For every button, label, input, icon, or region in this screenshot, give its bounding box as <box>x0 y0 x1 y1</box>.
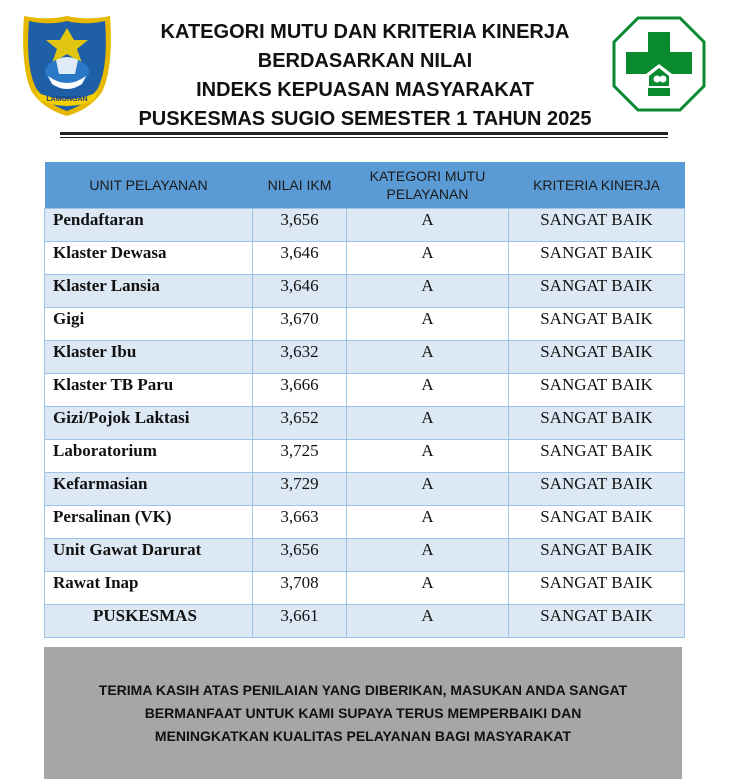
nilai-cell: 3,656 <box>253 539 347 572</box>
table-row <box>45 341 685 374</box>
unit-cell: Klaster Ibu <box>45 341 253 374</box>
nilai-cell: 3,656 <box>253 209 347 242</box>
ikm-table <box>44 162 685 638</box>
unit-cell: Klaster Dewasa <box>45 242 253 275</box>
table-row-total <box>45 605 685 638</box>
kategori-cell: A <box>347 341 509 374</box>
kategori-cell: A <box>347 473 509 506</box>
kriteria-cell: SANGAT BAIK <box>509 308 685 341</box>
kategori-cell: A <box>347 209 509 242</box>
kriteria-cell: SANGAT BAIK <box>509 539 685 572</box>
kategori-cell: A <box>347 275 509 308</box>
kriteria-cell: SANGAT BAIK <box>509 374 685 407</box>
nilai-cell: 3,646 <box>253 275 347 308</box>
nilai-cell: 3,663 <box>253 506 347 539</box>
kriteria-cell: SANGAT BAIK <box>509 506 685 539</box>
kategori-cell: A <box>347 605 509 638</box>
column-header-unit: UNIT PELAYANAN <box>45 162 253 209</box>
header-divider-thick <box>60 132 668 135</box>
unit-cell: Pendaftaran <box>45 209 253 242</box>
nilai-cell: 3,708 <box>253 572 347 605</box>
table-row <box>45 242 685 275</box>
kategori-cell: A <box>347 440 509 473</box>
nilai-cell: 3,670 <box>253 308 347 341</box>
unit-cell: Persalinan (VK) <box>45 506 253 539</box>
title-line-1: KATEGORI MUTU DAN KRITERIA KINERJA <box>160 21 570 43</box>
thank-you-message <box>63 679 663 748</box>
kriteria-cell: SANGAT BAIK <box>509 407 685 440</box>
nilai-cell: 3,632 <box>253 341 347 374</box>
footer-line-3: MENINGKATKAN KUALITAS PELAYANAN BAGI MASYARAKAT <box>154 727 572 744</box>
unit-cell: Gigi <box>45 308 253 341</box>
page-title <box>120 18 610 134</box>
table-header-row <box>45 162 685 209</box>
table-row <box>45 209 685 242</box>
title-line-4: PUSKESMAS SUGIO SEMESTER 1 TAHUN 2025 <box>138 108 592 130</box>
column-header-nilai: NILAI IKM <box>253 162 347 209</box>
kriteria-cell: SANGAT BAIK <box>509 473 685 506</box>
unit-cell: Rawat Inap <box>45 572 253 605</box>
kriteria-cell: SANGAT BAIK <box>509 440 685 473</box>
table-row <box>45 473 685 506</box>
nilai-cell: 3,729 <box>253 473 347 506</box>
nilai-cell: 3,661 <box>253 605 347 638</box>
column-header-kategori: KATEGORI MUTU PELAYANAN <box>347 162 509 209</box>
table-row <box>45 407 685 440</box>
footer-line-2: BERMANFAAT UNTUK KAMI SUPAYA TERUS MEMPERBAIKI DAN <box>144 704 582 721</box>
emblem-banner-text: LAMONGAN <box>46 96 88 103</box>
nilai-cell: 3,725 <box>253 440 347 473</box>
table-row <box>45 440 685 473</box>
kategori-cell: A <box>347 308 509 341</box>
kategori-cell: A <box>347 242 509 275</box>
unit-cell: Kefarmasian <box>45 473 253 506</box>
kategori-cell: A <box>347 539 509 572</box>
table-row <box>45 308 685 341</box>
lamongan-regency-emblem-icon <box>22 14 112 118</box>
nilai-cell: 3,646 <box>253 242 347 275</box>
kriteria-cell: SANGAT BAIK <box>509 242 685 275</box>
puskesmas-cross-icon <box>612 16 706 112</box>
unit-cell: Klaster TB Paru <box>45 374 253 407</box>
kategori-cell: A <box>347 407 509 440</box>
unit-cell: Laboratorium <box>45 440 253 473</box>
unit-cell: PUSKESMAS <box>45 605 253 638</box>
unit-cell: Gizi/Pojok Laktasi <box>45 407 253 440</box>
kriteria-cell: SANGAT BAIK <box>509 572 685 605</box>
kriteria-cell: SANGAT BAIK <box>509 605 685 638</box>
column-header-kriteria: KRITERIA KINERJA <box>509 162 685 209</box>
nilai-cell: 3,666 <box>253 374 347 407</box>
kategori-cell: A <box>347 506 509 539</box>
table-row <box>45 374 685 407</box>
table-row <box>45 275 685 308</box>
title-line-2: BERDASARKAN NILAI <box>257 50 473 72</box>
footer-line-1: TERIMA KASIH ATAS PENILAIAN YANG DIBERIKAN, MASUKAN ANDA SANGAT <box>98 681 628 698</box>
table-row <box>45 506 685 539</box>
kriteria-cell: SANGAT BAIK <box>509 275 685 308</box>
nilai-cell: 3,652 <box>253 407 347 440</box>
thank-you-banner <box>44 647 682 779</box>
kriteria-cell: SANGAT BAIK <box>509 341 685 374</box>
unit-cell: Klaster Lansia <box>45 275 253 308</box>
unit-cell: Unit Gawat Darurat <box>45 539 253 572</box>
kategori-cell: A <box>347 374 509 407</box>
kriteria-cell: SANGAT BAIK <box>509 209 685 242</box>
title-line-3: INDEKS KEPUASAN MASYARAKAT <box>196 79 534 101</box>
kategori-cell: A <box>347 572 509 605</box>
header-divider-thin <box>60 137 668 138</box>
table-row <box>45 572 685 605</box>
table-row <box>45 539 685 572</box>
